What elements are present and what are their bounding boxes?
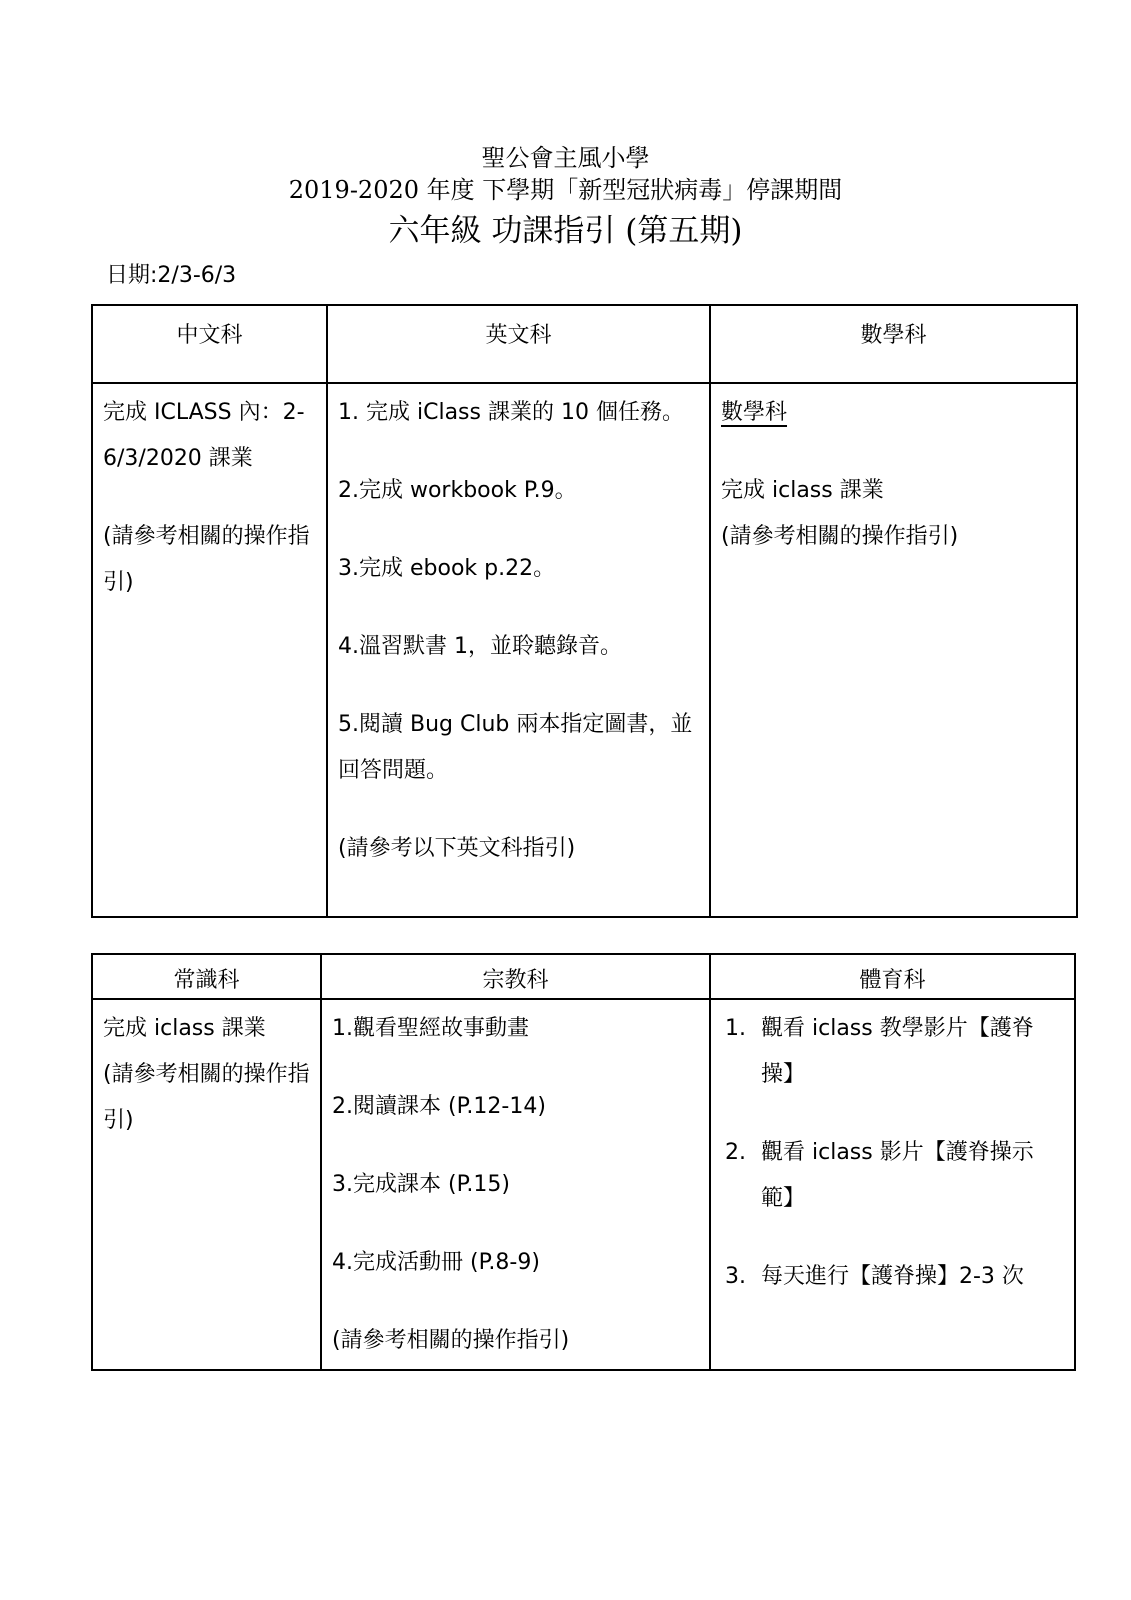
religion-item-3: 3.完成課本 (P.15) — [332, 1172, 510, 1197]
table-header-row — [92, 954, 1075, 999]
pe-list — [711, 1000, 1074, 1300]
date-range: 日期:2/3-6/3 — [106, 263, 237, 288]
english-item-3: 3.完成 ebook p.22。 — [338, 556, 556, 581]
english-item-4: 4.溫習默書 1，並聆聽錄音。 — [338, 634, 622, 659]
header-general-studies: 常識科 — [92, 954, 321, 999]
religion-item-1: 1.觀看聖經故事動畫 — [332, 1016, 529, 1041]
homework-table-2 — [91, 953, 1076, 1371]
chinese-task: 完成 ICLASS 內：2-6/3/2020 課業 — [103, 400, 305, 471]
english-cell — [327, 383, 710, 917]
general-studies-task: 完成 iclass 課業 — [103, 1016, 266, 1041]
religion-note: (請參考相關的操作指引) — [332, 1328, 570, 1353]
header-chinese: 中文科 — [92, 305, 327, 383]
homework-table-1 — [91, 304, 1078, 918]
math-note: (請參考相關的操作指引) — [721, 524, 959, 549]
chinese-cell — [92, 383, 327, 917]
pe-item-2: 2. 觀看 iclass 影片【護脊操示範】 — [753, 1130, 1064, 1222]
general-studies-cell — [92, 999, 321, 1370]
english-item-2: 2.完成 workbook P.9。 — [338, 478, 577, 503]
pe-item-3: 3. 每天進行【護脊操】2-3 次 — [753, 1254, 1064, 1300]
general-studies-note: (請參考相關的操作指引) — [103, 1062, 310, 1133]
pe-cell — [710, 999, 1075, 1370]
school-name: 聖公會主風小學 — [481, 144, 650, 172]
math-heading: 數學科 — [721, 400, 788, 425]
table-row — [92, 383, 1077, 917]
english-item-1: 1. 完成 iClass 課業的 10 個任務。 — [338, 400, 684, 425]
chinese-note: (請參考相關的操作指引) — [103, 524, 310, 595]
header-english: 英文科 — [327, 305, 710, 383]
math-cell — [710, 383, 1077, 917]
header-math: 數學科 — [710, 305, 1077, 383]
term-line: 2019-2020 年度 下學期「新型冠狀病毒」停課期間 — [288, 176, 843, 204]
english-note: (請參考以下英文科指引) — [338, 836, 576, 861]
pe-item-1: 1. 觀看 iclass 教學影片【護脊操】 — [753, 1006, 1064, 1098]
header-religion: 宗教科 — [321, 954, 710, 999]
header-pe: 體育科 — [710, 954, 1075, 999]
religion-cell — [321, 999, 710, 1370]
math-task: 完成 iclass 課業 — [721, 478, 884, 503]
english-item-5: 5.閱讀 Bug Club 兩本指定圖書，並回答問題。 — [338, 712, 693, 783]
table-row — [92, 999, 1075, 1370]
table-header-row — [92, 305, 1077, 383]
religion-item-2: 2.閱讀課本 (P.12-14) — [332, 1094, 546, 1119]
religion-item-4: 4.完成活動冊 (P.8-9) — [332, 1250, 540, 1275]
page-title: 六年級 功課指引 (第五期) — [388, 213, 743, 249]
